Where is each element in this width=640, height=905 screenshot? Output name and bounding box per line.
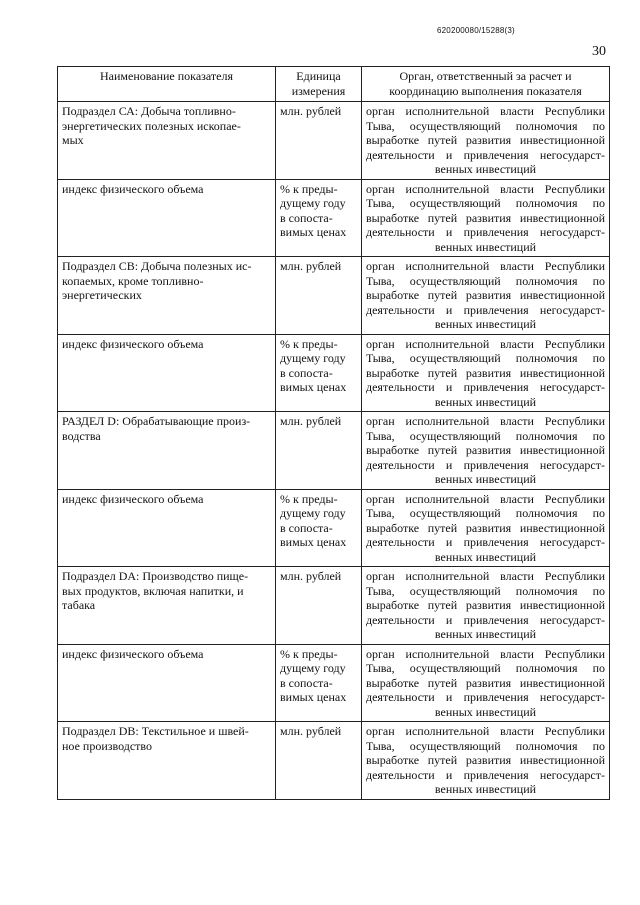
indicator-name: Подраздел СА: Добыча топливно- энергетических полезных ископае- мых xyxy=(58,102,276,180)
unit-cell: млн. рублей xyxy=(276,102,362,180)
table-row xyxy=(58,179,610,257)
responsible-organ: орган исполнительной власти Республики Тыва, осуществляющий полномочия по выработке путей развития инвестиционной деятельности и привлечения негосударст-венных инвестиций xyxy=(362,489,610,567)
table-row xyxy=(58,257,610,335)
responsible-organ: орган исполнительной власти Республики Тыва, осуществляющий полномочия по выработке путей развития инвестиционной деятельности и привлечения негосударст-венных инвестиций xyxy=(362,102,610,180)
unit-cell: млн. рублей xyxy=(276,257,362,335)
table-row xyxy=(58,334,610,412)
indicators-table xyxy=(57,66,610,800)
responsible-organ: орган исполнительной власти Республики Тыва, осуществляющий полномочия по выработке путей развития инвестиционной деятельности и привлечения негосударст-венных инвестиций xyxy=(362,722,610,800)
indicator-name: Подраздел DA: Производство пище- вых продуктов, включая напитки, и табака xyxy=(58,567,276,645)
table-row xyxy=(58,567,610,645)
unit-cell: % к преды- дущему году в сопоста- вимых ценах xyxy=(276,179,362,257)
indicator-name: индекс физического объема xyxy=(58,644,276,722)
responsible-organ: орган исполнительной власти Республики Тыва, осуществляющий полномочия по выработке путей развития инвестиционной деятельности и привлечения негосударст-венных инвестиций xyxy=(362,257,610,335)
table-row xyxy=(58,644,610,722)
unit-cell: % к преды- дущему году в сопоста- вимых ценах xyxy=(276,644,362,722)
unit-cell: % к преды- дущему году в сопоста- вимых ценах xyxy=(276,489,362,567)
unit-cell: млн. рублей xyxy=(276,722,362,800)
table-header-row xyxy=(58,67,610,102)
document-id: 620200080/15288(3) xyxy=(437,26,515,35)
indicator-name: индекс физического объема xyxy=(58,489,276,567)
table-row xyxy=(58,489,610,567)
table-row xyxy=(58,412,610,490)
unit-cell: % к преды- дущему году в сопоста- вимых ценах xyxy=(276,334,362,412)
indicator-name: индекс физического объема xyxy=(58,179,276,257)
indicator-name: Подраздел DB: Текстильное и швей- ное производство xyxy=(58,722,276,800)
unit-cell: млн. рублей xyxy=(276,412,362,490)
column-header-unit: Единица измерения xyxy=(276,67,362,102)
column-header-indicator: Наименование показателя xyxy=(58,67,276,102)
responsible-organ: орган исполнительной власти Республики Тыва, осуществляющий полномочия по выработке путей развития инвестиционной деятельности и привлечения негосударст-венных инвестиций xyxy=(362,567,610,645)
responsible-organ: орган исполнительной власти Республики Тыва, осуществляющий полномочия по выработке путей развития инвестиционной деятельности и привлечения негосударст-венных инвестиций xyxy=(362,179,610,257)
responsible-organ: орган исполнительной власти Республики Тыва, осуществляющий полномочия по выработке путей развития инвестиционной деятельности и привлечения негосударст-венных инвестиций xyxy=(362,334,610,412)
responsible-organ: орган исполнительной власти Республики Тыва, осуществляющий полномочия по выработке путей развития инвестиционной деятельности и привлечения негосударст-венных инвестиций xyxy=(362,644,610,722)
indicator-name: индекс физического объема xyxy=(58,334,276,412)
table-row xyxy=(58,102,610,180)
column-header-responsible: Орган, ответственный за расчет и координацию выполнения показателя xyxy=(362,67,610,102)
responsible-organ: орган исполнительной власти Республики Тыва, осуществляющий полномочия по выработке путей развития инвестиционной деятельности и привлечения негосударст-венных инвестиций xyxy=(362,412,610,490)
indicator-name: РАЗДЕЛ D: Обрабатывающие произ- водства xyxy=(58,412,276,490)
unit-cell: млн. рублей xyxy=(276,567,362,645)
indicator-name: Подраздел СВ: Добыча полезных ис- копаемых, кроме топливно- энергетических xyxy=(58,257,276,335)
table-row xyxy=(58,722,610,800)
page-number: 30 xyxy=(592,44,606,59)
